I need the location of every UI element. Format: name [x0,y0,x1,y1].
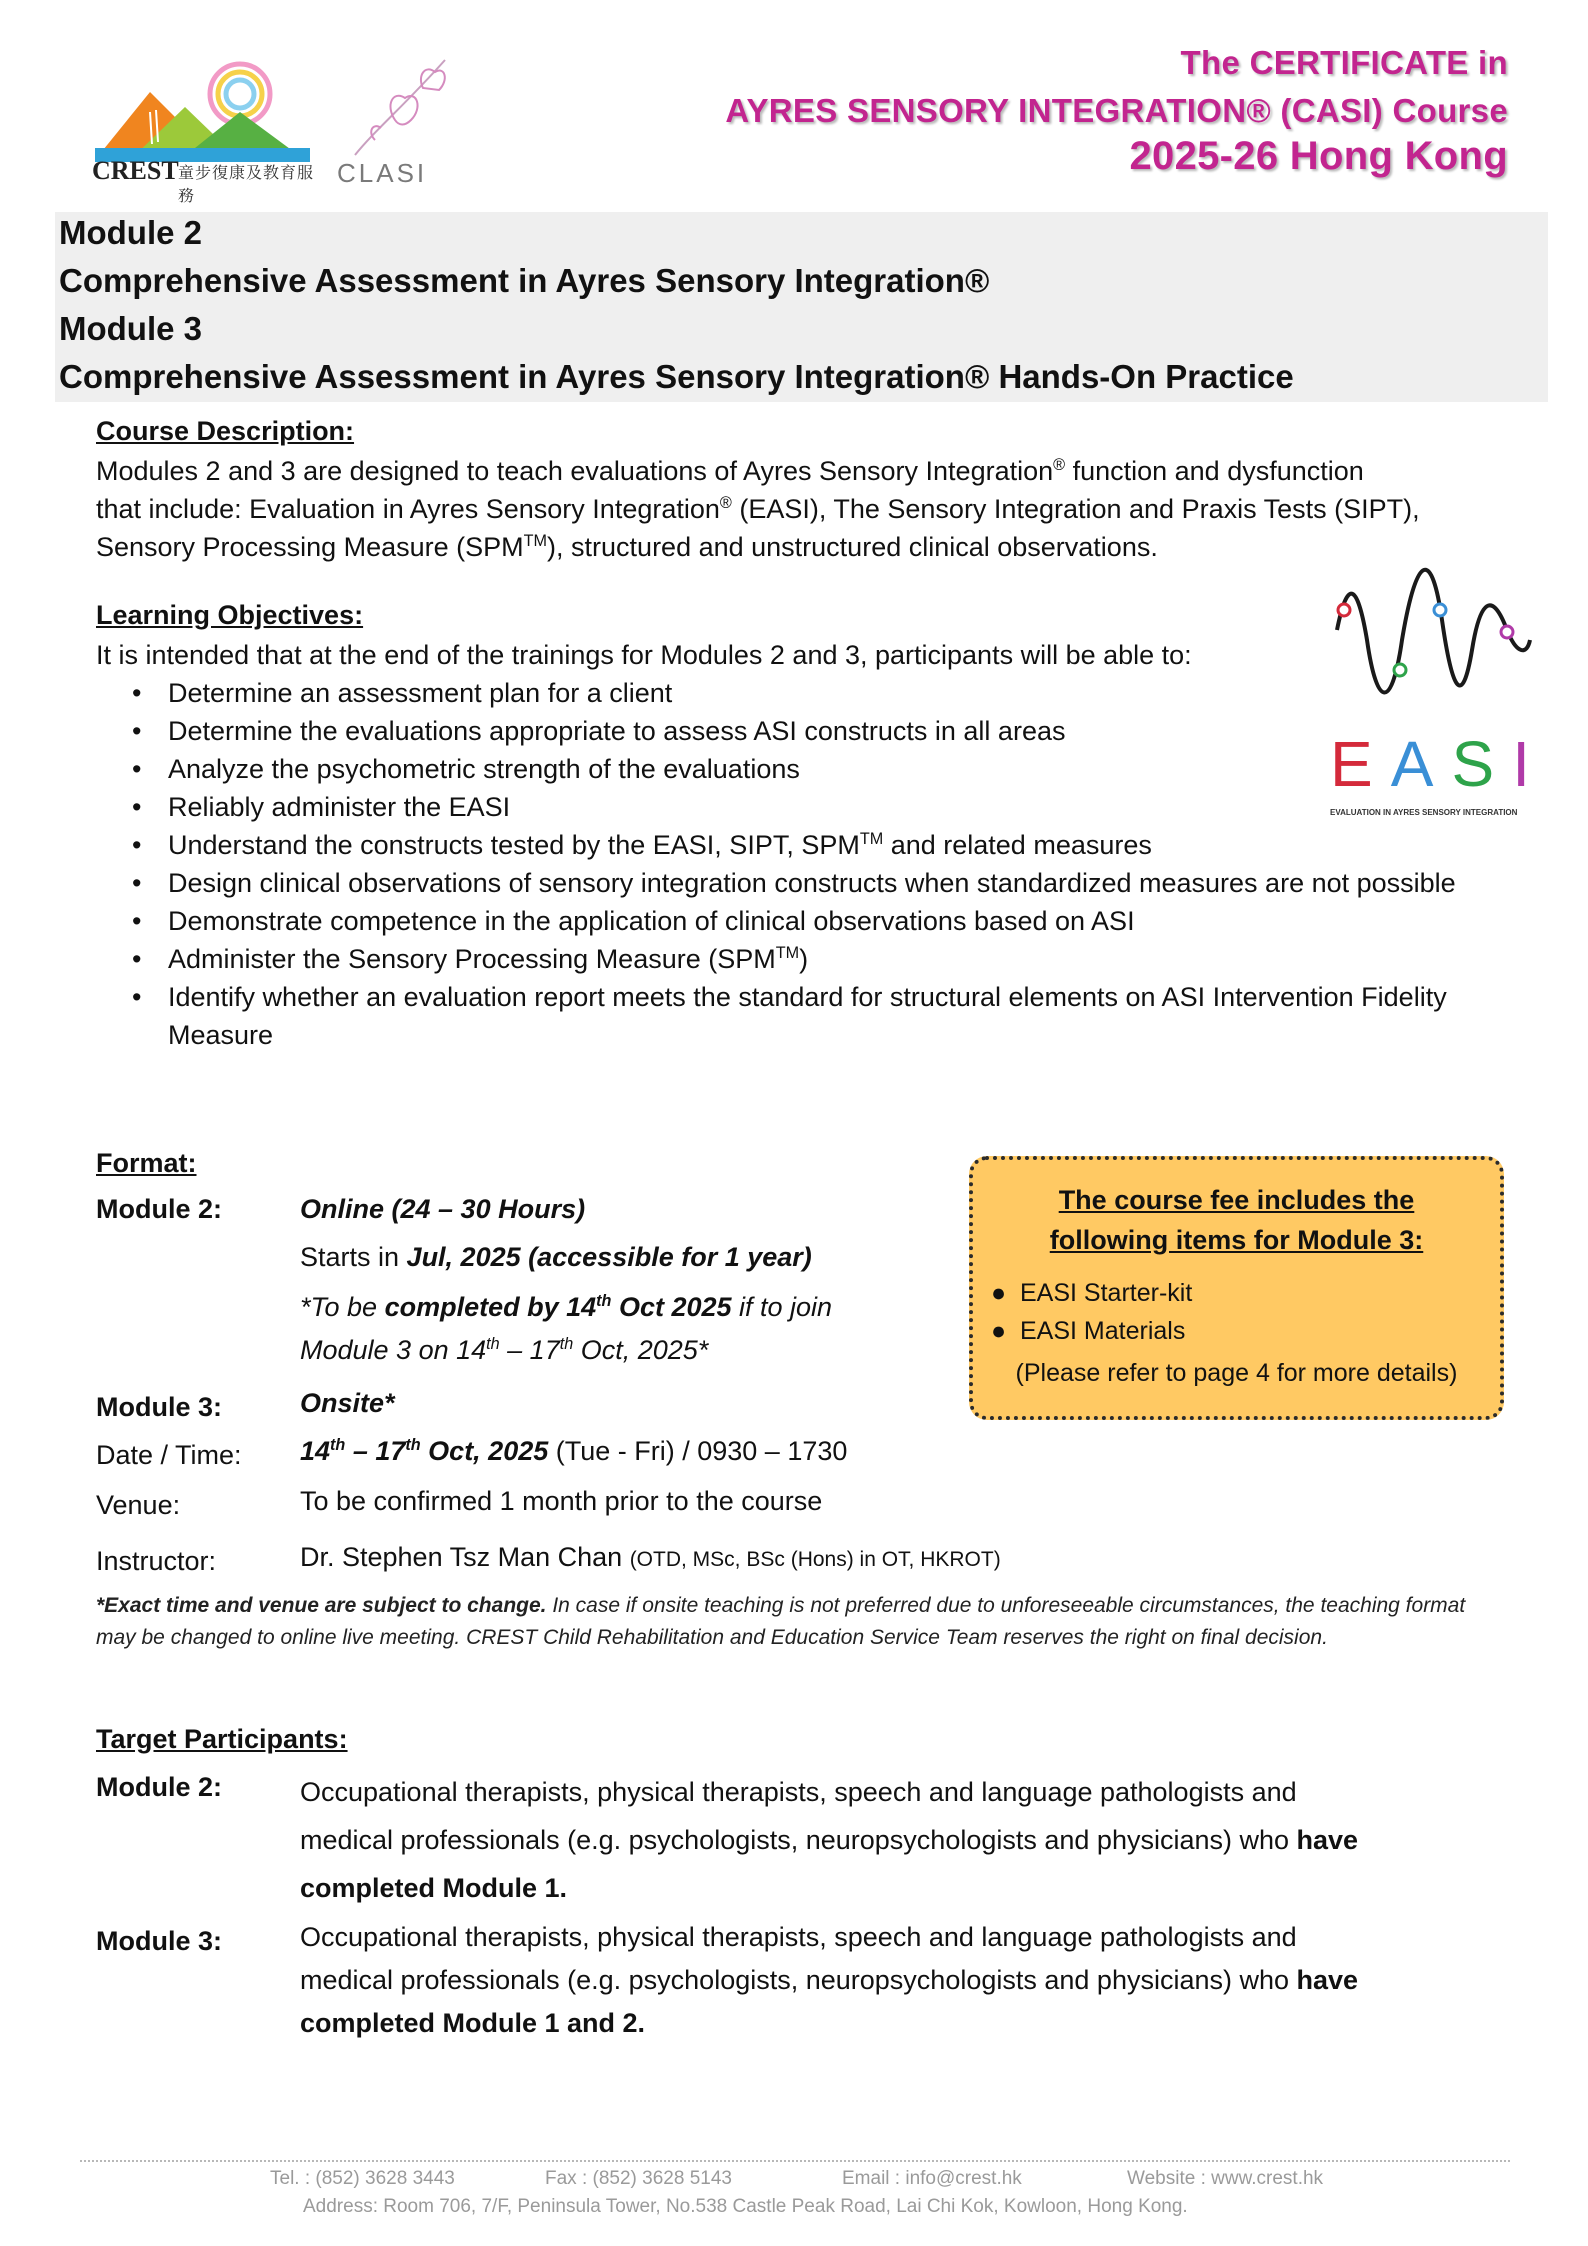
target-module-2-label: Module 2: [96,1772,222,1802]
easi-letter-e: E [1330,728,1373,800]
footer-address: Address: Room 706, 7/F, Peninsula Tower, No.538 Castle Peak Road, Lai Chi Kok, Kowloon, Hong Kong. [303,2196,1188,2217]
course-fee-box [969,1156,1504,1420]
crest-logo [90,52,325,205]
objective-item: • Identify whether an evaluation report meets the standard for structural elements on ASI Intervention Fidelity Measure [96,978,1516,1054]
easi-letters [1330,728,1530,800]
format-module-2-mode: Online (24 – 30 Hours) [300,1194,586,1224]
footer-tel: Tel. : (852) 3628 3443 [270,2168,455,2189]
format-date-label: Date / Time: [96,1440,242,1470]
objective-item: • Understand the constructs tested by the EASI, SIPT, SPM™ and related measures [96,826,1516,864]
objective-item: • Design clinical observations of sensory integration constructs when standardized measures are not possible [96,864,1516,902]
clasi-logo-text: CLASI [337,158,428,188]
learning-objectives-heading: Learning Objectives: [96,600,364,630]
easi-wave-graphic [1322,560,1532,720]
format-venue-value: To be confirmed 1 month prior to the course [300,1486,823,1516]
objective-item: • Administer the Sensory Processing Measure (SPM™) [96,940,1516,978]
course-description-text: Modules 2 and 3 are designed to teach evaluations of Ayres Sensory Integration® function and dysfunction that include: Evaluation in Ayres Sensory Integration® (EASI), The Sensory Integration and Praxis Tests (SIPT), Sensory Processing Measure (SPM™), structured and unstructured clinical observations. [96,456,1420,562]
target-participants-heading: Target Participants: [96,1724,348,1754]
format-date-value: 14th – 17th Oct, 2025 (Tue - Fri) / 0930 – 1730 [300,1436,848,1466]
objective-item: • Analyze the psychometric strength of the evaluations [96,750,1516,788]
easi-logo [1322,560,1532,830]
header-title-line3: 2025-26 Hong Kong [1129,134,1508,178]
format-venue-label: Venue: [96,1490,181,1520]
module-3-label: Module 3 [59,310,203,347]
crest-logo-chinese: 童步復康及教育服務 [178,165,315,205]
module-2-title: Comprehensive Assessment in Ayres Sensory Integration® [59,262,990,299]
fee-box-item: ● EASI Starter-kit [991,1279,1193,1307]
module-2-label: Module 2 [59,214,203,251]
easi-letter-s: S [1451,728,1495,800]
target-module-3-label: Module 3: [96,1926,222,1956]
easi-letter-a: A [1390,728,1434,800]
footer-email: Email : info@crest.hk [842,2168,1022,2189]
format-module-2-label: Module 2: [96,1194,222,1224]
learning-objectives-intro: It is intended that at the end of the trainings for Modules 2 and 3, participants will be able to: [96,640,1192,670]
footer-website: Website : www.crest.hk [1127,2168,1324,2189]
format-disclaimer: *Exact time and venue are subject to change. In case if onsite teaching is not preferred due to unforeseeable circumstances, the teaching format may be changed to online live meeting. CREST Child Rehabilitation and Education Service Team reserves the right on final decision. [96,1594,1466,1649]
format-module-3-label: Module 3: [96,1392,222,1422]
target-module-2-text: Occupational therapists, physical therapists, speech and language pathologists and medical professionals (e.g. psychologists, neuropsychologists and physicians) who have completed Module 1. [300,1777,1359,1903]
module-title-band [55,212,1548,402]
footer-divider [80,2160,1510,2162]
format-module-3-mode: Onsite* [300,1388,395,1418]
fee-box-heading-line1: The course fee includes the [1058,1185,1415,1215]
learning-objectives-list [96,674,1516,1054]
objective-item: • Determine the evaluations appropriate to assess ASI constructs in all areas [96,712,1516,750]
target-module-3-text: Occupational therapists, physical therapists, speech and language pathologists and medical professionals (e.g. psychologists, neuropsychologists and physicians) who have completed Module 1 and 2. [300,1922,1359,2038]
objective-item: • Demonstrate competence in the application of clinical observations based on ASI [96,902,1516,940]
course-description-heading: Course Description: [96,416,355,446]
clasi-flower-graphic [335,50,475,160]
format-instructor-label: Instructor: [96,1546,217,1576]
clasi-logo [335,50,475,190]
module-3-title: Comprehensive Assessment in Ayres Sensory Integration® Hands-On Practice [59,358,1294,395]
format-module-2-note: *To be completed by 14th Oct 2025 if to join Module 3 on 14th – 17th Oct, 2025* [300,1292,833,1365]
fee-box-heading-line2: following items for Module 3: [1049,1225,1424,1255]
crest-logo-text: CREST [92,156,179,185]
fee-box-item: ● EASI Materials [991,1317,1186,1345]
header-title-line2: AYRES SENSORY INTEGRATION® (CASI) Course [725,92,1508,129]
format-instructor-value: Dr. Stephen Tsz Man Chan (OTD, MSc, BSc (Hons) in OT, HKROT) [300,1542,1001,1572]
format-module-2-starts: Starts in Jul, 2025 (accessible for 1 year) [300,1242,812,1272]
objective-item: • Reliably administer the EASI [96,788,1516,826]
fee-box-note: (Please refer to page 4 for more details) [1015,1359,1458,1387]
format-heading: Format: [96,1148,197,1178]
easi-subtitle: EVALUATION IN AYRES SENSORY INTEGRATION [1330,808,1518,817]
footer-fax: Fax : (852) 3628 5143 [545,2168,732,2189]
easi-letter-i: I [1512,728,1530,800]
objective-item: • Determine an assessment plan for a client [96,674,1516,712]
header-title-line1: The CERTIFICATE in [1180,44,1508,81]
